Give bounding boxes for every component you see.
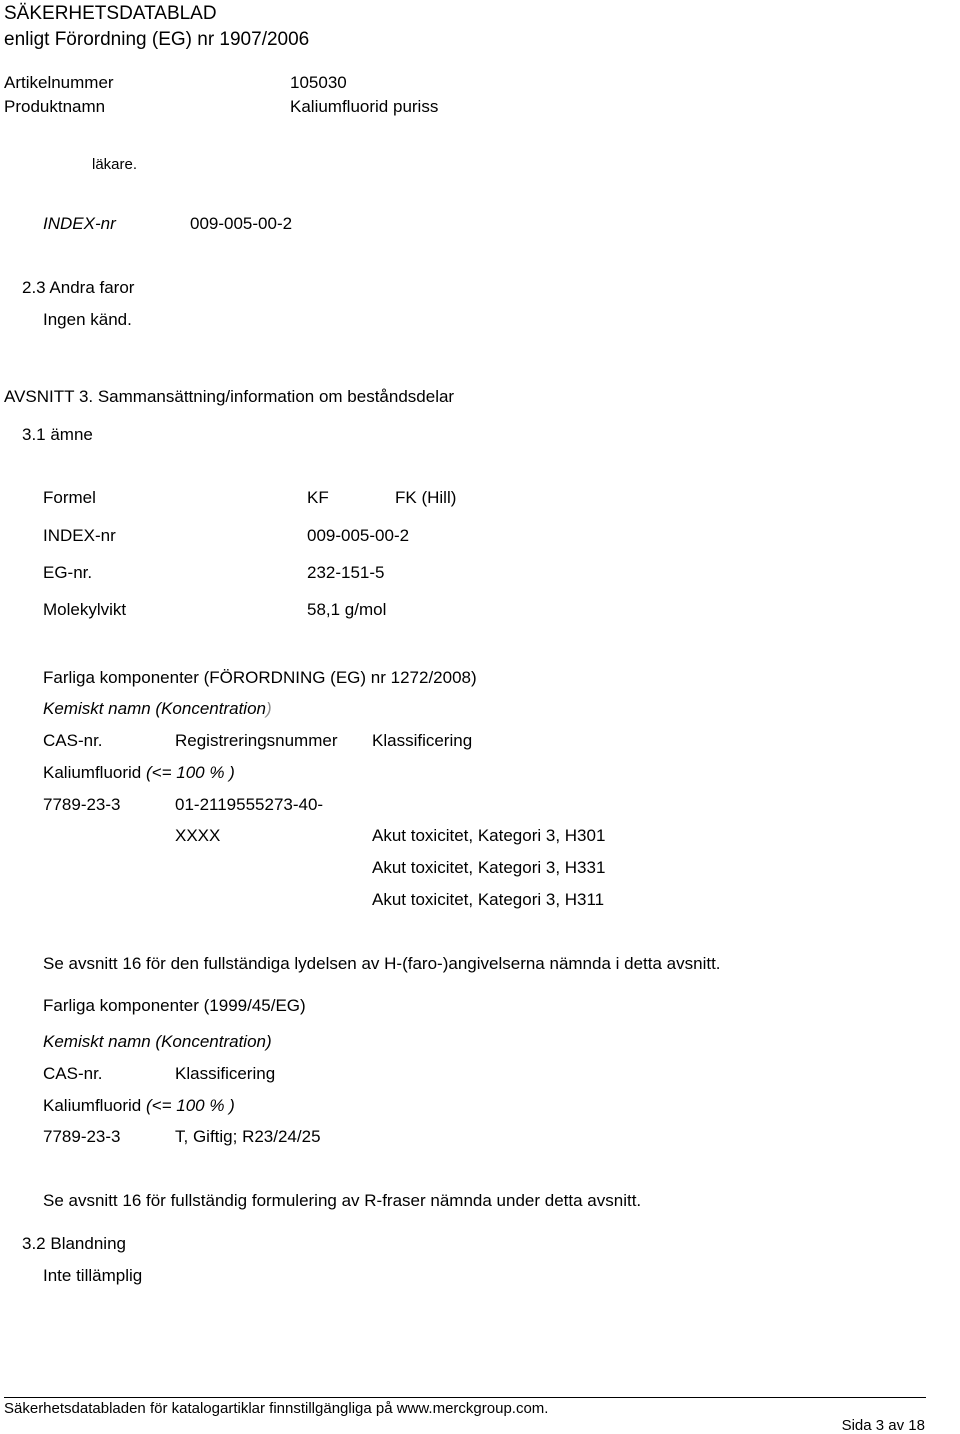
footer-text: Säkerhetsdatabladen för katalogartiklar finnstillgängliga på www.merckgroup.com.	[4, 1400, 549, 1417]
clp-chemical-name-text: Kemiskt namn (Koncentration	[43, 699, 266, 718]
section-2-3-text: Ingen känd.	[43, 310, 132, 329]
subsection-3-1: 3.1 ämne	[22, 425, 93, 444]
molekylvikt-value: 58,1 g/mol	[307, 600, 387, 619]
continuation-text: läkare.	[92, 156, 138, 173]
clp-classification-3: Akut toxicitet, Kategori 3, H311	[372, 890, 605, 909]
clp-col-cas: CAS-nr.	[43, 731, 103, 750]
clp-chemical-name-paren: )	[266, 699, 272, 718]
clp-registration-line1: 01-2119555273-40-	[175, 795, 324, 814]
subsection-3-2: 3.2 Blandning	[22, 1234, 126, 1253]
formel-hill: FK (Hill)	[395, 488, 457, 507]
clp-col-classification: Klassificering	[372, 731, 473, 750]
clp-classification-2: Akut toxicitet, Kategori 3, H331	[372, 858, 606, 877]
dsd-concentration: (<= 100 % )	[146, 1096, 235, 1115]
dsd-note: Se avsnitt 16 för fullständig formulering av R-fraser nämnda under detta avsnitt.	[43, 1191, 642, 1210]
dsd-chemical-name-label: Kemiskt namn (Koncentration)	[43, 1032, 272, 1051]
page-number: Sida 3 av 18	[841, 1417, 925, 1434]
clp-note: Se avsnitt 16 för den fullständiga lydelsen av H-(faro-)angivelserna nämnda i detta avsnitt.	[43, 954, 721, 973]
dsd-col-classification: Klassificering	[175, 1064, 276, 1083]
clp-col-registration: Registreringsnummer	[175, 731, 338, 750]
index-nr-label-2: INDEX-nr	[43, 526, 116, 545]
dsd-cas-value: 7789-23-3	[43, 1127, 121, 1146]
clp-substance-name: Kaliumfluorid	[43, 763, 142, 782]
index-nr-label: INDEX-nr	[43, 214, 116, 233]
clp-chemical-name-label	[43, 700, 272, 717]
molekylvikt-label: Molekylvikt	[43, 600, 127, 619]
product-value: Kaliumfluorid puriss	[290, 97, 439, 116]
clp-registration-line2: XXXX	[175, 826, 221, 845]
document-title: SÄKERHETSDATABLAD	[4, 3, 217, 24]
dsd-col-cas: CAS-nr.	[43, 1064, 103, 1083]
clp-components-heading: Farliga komponenter (FÖRORDNING (EG) nr 1272/2008)	[43, 668, 477, 687]
clp-substance-line	[43, 764, 235, 781]
subsection-3-2-text: Inte tillämplig	[43, 1266, 143, 1285]
index-nr-value: 009-005-00-2	[190, 214, 293, 233]
dsd-substance-name: Kaliumfluorid	[43, 1096, 142, 1115]
clp-classification-1: Akut toxicitet, Kategori 3, H301	[372, 826, 606, 845]
formel-label: Formel	[43, 488, 96, 507]
article-value: 105030	[290, 73, 347, 92]
footer-divider	[4, 1397, 926, 1398]
section-3-heading: AVSNITT 3. Sammansättning/information om beståndsdelar	[4, 387, 455, 406]
dsd-classification-value: T, Giftig; R23/24/25	[175, 1127, 321, 1146]
regulation-line: enligt Förordning (EG) nr 1907/2006	[4, 29, 310, 50]
eg-nr-value: 232-151-5	[307, 563, 385, 582]
index-nr-value-2: 009-005-00-2	[307, 526, 410, 545]
eg-nr-label: EG-nr.	[43, 563, 93, 582]
dsd-components-heading: Farliga komponenter (1999/45/EG)	[43, 996, 306, 1015]
formel-value: KF	[307, 488, 329, 507]
clp-concentration: (<= 100 % )	[146, 763, 235, 782]
product-label: Produktnamn	[4, 97, 106, 116]
article-label: Artikelnummer	[4, 73, 114, 92]
dsd-substance-line	[43, 1097, 235, 1114]
clp-cas-value: 7789-23-3	[43, 795, 121, 814]
section-2-3-heading: 2.3 Andra faror	[22, 278, 135, 297]
